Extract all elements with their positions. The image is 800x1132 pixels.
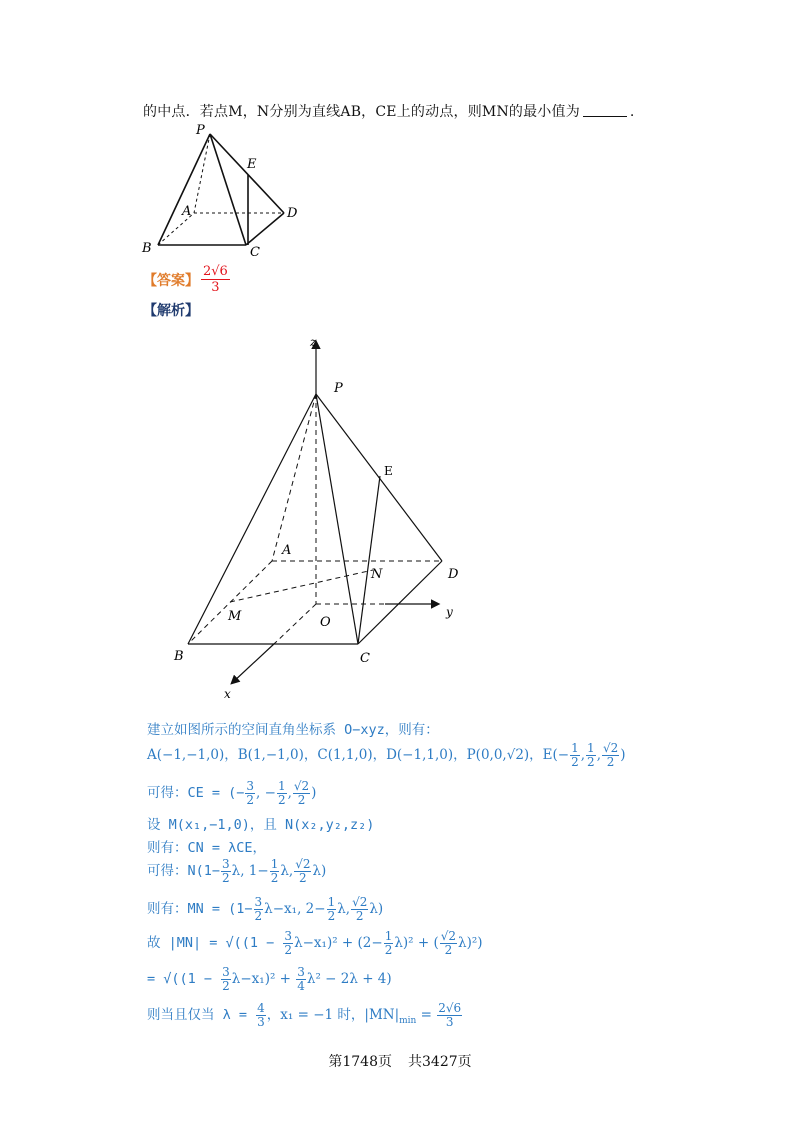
question-body: 的中点．若点M，N分别为直线AB，CE上的动点，则MN的最小值为: [143, 104, 580, 120]
big-label-A: A: [282, 543, 292, 558]
question-text: [143, 101, 635, 121]
solution-line-7: 则有：MN = (1− $\frac{3}{2}$ λ−x₁, 2− $\frac{1}{2}$ λ, $\frac{√2}{2}$ λ): [147, 895, 384, 923]
big-label-D: D: [448, 567, 459, 582]
solution-line-8: 故 |MN| = √((1 − $\frac{3}{2}$ λ−x₁)² + (2− $\frac{1}{2}$ λ)² + ( $\frac{√2}{2}$ λ)²): [147, 929, 483, 957]
answer-row: [143, 265, 232, 294]
coordinate-figure: [170, 330, 470, 705]
solution-line-9: = √((1 − $\frac{3}{2}$ λ−x₁)² + $\frac{3}{4}$ λ² − 2λ + 4): [147, 965, 392, 993]
label-B: B: [142, 241, 152, 256]
answer-fraction: [201, 265, 230, 294]
big-label-B: B: [174, 649, 184, 664]
solution-line-1: 建立如图所示的空间直角坐标系 O−xyz，则有：: [147, 722, 439, 738]
big-label-O: O: [320, 615, 331, 630]
label-D: D: [287, 206, 298, 221]
label-E: E: [247, 157, 257, 172]
answer-numerator: 2√6: [203, 264, 228, 279]
answer-denominator: 3: [211, 280, 220, 295]
solution-line-6: 可得：N(1− $\frac{3}{2}$ λ, 1− $\frac{1}{2}$ λ, $\frac{√2}{2}$ λ): [147, 857, 327, 885]
solution-line-5: 则有：CN = λCE，: [147, 840, 267, 856]
solution-line-4: 设 M(x₁,−1,0)，且 N(x₂,y₂,z₂): [147, 817, 375, 833]
label-P: P: [196, 123, 205, 138]
label-C: C: [250, 245, 260, 260]
page-number: 第1748页: [328, 1054, 392, 1070]
big-label-N: N: [371, 567, 383, 582]
total-pages: 共3427页: [408, 1054, 472, 1070]
label-A: A: [182, 204, 192, 219]
solution-line-2: A(−1,−1,0)，B(1,−1,0)，C(1,1,0)，D(−1,1,0)，P(0,0,√2)，E(− $\frac{1}{2}$ , $\frac{1}{2}$ , $\frac{√2}{2}$ ): [147, 741, 626, 769]
big-label-P: P: [334, 381, 343, 396]
big-label-E: E: [384, 464, 393, 478]
big-label-C: C: [360, 651, 370, 666]
axis-z-label: z: [310, 335, 317, 349]
question-end: .: [629, 104, 635, 120]
axis-y-label: y: [446, 605, 453, 619]
axis-x-label: x: [224, 687, 231, 701]
small-pyramid-figure: [138, 120, 308, 260]
big-label-M: M: [228, 609, 242, 624]
analysis-tag: 【解析】: [143, 303, 199, 319]
solution-line-3: 可得：CE = (− $\frac{3}{2}$ , − $\frac{1}{2}$ , $\frac{√2}{2}$ ): [147, 779, 317, 807]
page-footer: [0, 1051, 800, 1071]
solution-line-10: 则当且仅当 λ = $\frac{4}{3}$ ，x₁ = −1 时，$|MN|_{min}$ = $\frac{2√6}{3}$: [147, 1001, 462, 1029]
answer-blank: [583, 104, 627, 117]
answer-tag: 【答案】: [143, 272, 199, 289]
